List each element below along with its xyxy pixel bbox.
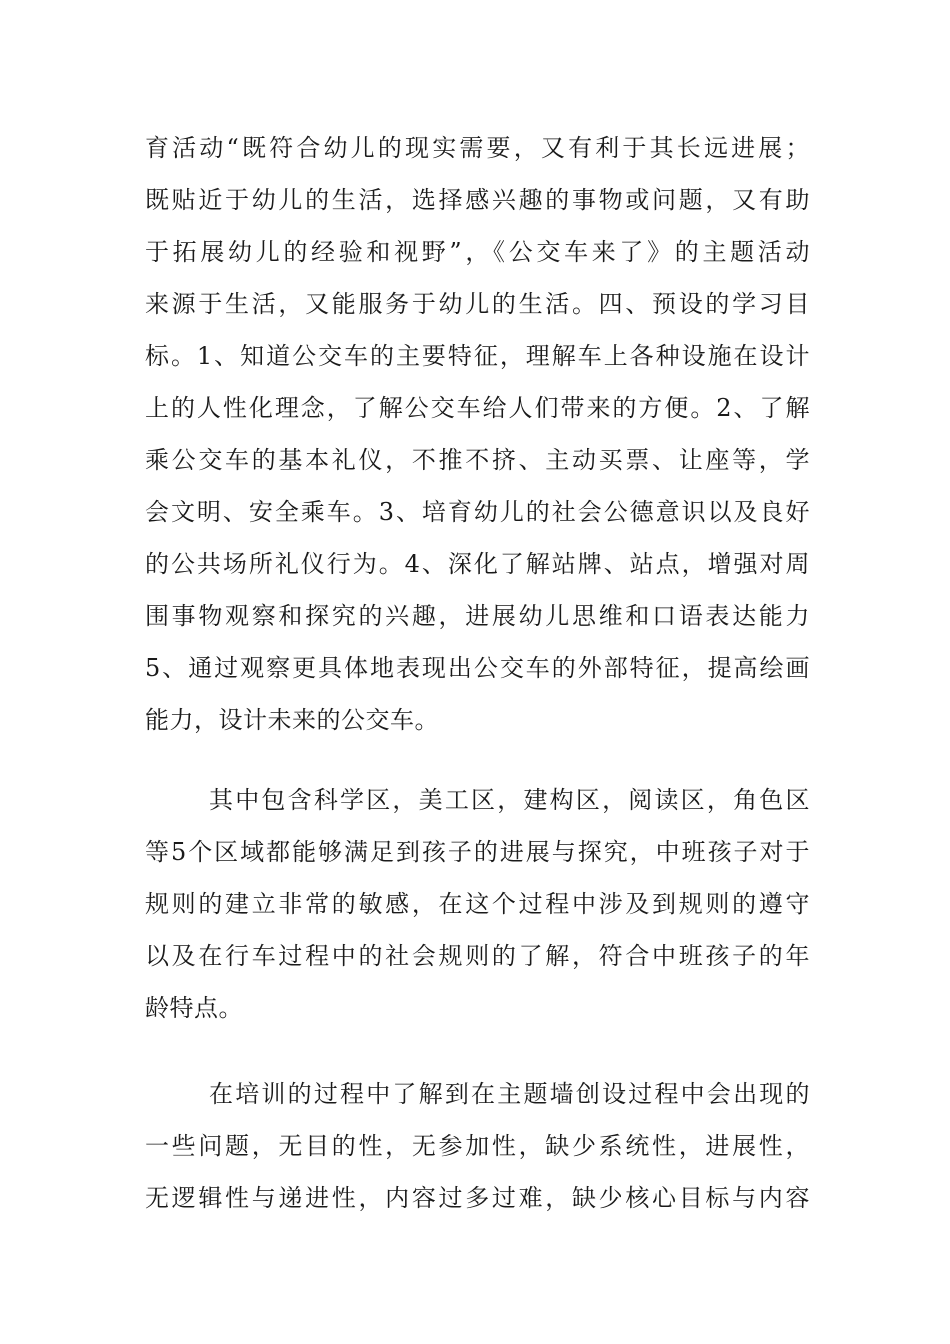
text-line: 既贴近于幼儿的生活，选择感兴趣的事物或问题，又有助 bbox=[145, 186, 810, 214]
text-line: 在培训的过程中了解到在主题墙创设过程中会出现的 bbox=[209, 1080, 810, 1108]
text-line: 的公共场所礼仪行为。4、深化了解站牌、站点，增强对周 bbox=[145, 550, 810, 578]
paragraph-2 bbox=[145, 774, 810, 1034]
text-line: 标。1、知道公交车的主要特征，理解车上各种设施在设计 bbox=[145, 342, 810, 370]
text-line: 规则的建立非常的敏感，在这个过程中涉及到规则的遵守 bbox=[145, 890, 810, 918]
text-line: 乘公交车的基本礼仪，不推不挤、主动买票、让座等，学 bbox=[145, 446, 810, 474]
paragraph-1 bbox=[145, 122, 810, 746]
text-line: 其中包含科学区，美工区，建构区，阅读区，角色区 bbox=[209, 786, 810, 814]
text-line: 5、通过观察更具体地表现出公交车的外部特征，提高绘画 bbox=[145, 654, 810, 682]
text-line: 上的人性化理念，了解公交车给人们带来的方便。2、了解 bbox=[145, 394, 810, 422]
text-line: 无逻辑性与递进性，内容过多过难，缺少核心目标与内容 bbox=[145, 1184, 810, 1212]
text-line: 于拓展幼儿的经验和视野”，《公交车来了》的主题活动 bbox=[145, 238, 810, 266]
text-line: 会文明、安全乘车。3、培育幼儿的社会公德意识以及良好 bbox=[145, 498, 810, 526]
text-line: 来源于生活，又能服务于幼儿的生活。四、预设的学习目 bbox=[145, 290, 810, 318]
text-line: 龄特点。 bbox=[145, 994, 243, 1022]
text-line: 一些问题，无目的性，无参加性，缺少系统性，进展性， bbox=[145, 1132, 810, 1160]
text-line: 等5个区域都能够满足到孩子的进展与探究，中班孩子对于 bbox=[145, 838, 810, 866]
paragraph-3 bbox=[145, 1068, 810, 1224]
text-line: 围事物观察和探究的兴趣，进展幼儿思维和口语表达能力 bbox=[145, 602, 810, 630]
text-line: 育活动“既符合幼儿的现实需要，又有利于其长远进展； bbox=[145, 134, 810, 162]
text-line: 能力，设计未来的公交车。 bbox=[145, 706, 439, 734]
text-line: 以及在行车过程中的社会规则的了解，符合中班孩子的年 bbox=[145, 942, 810, 970]
